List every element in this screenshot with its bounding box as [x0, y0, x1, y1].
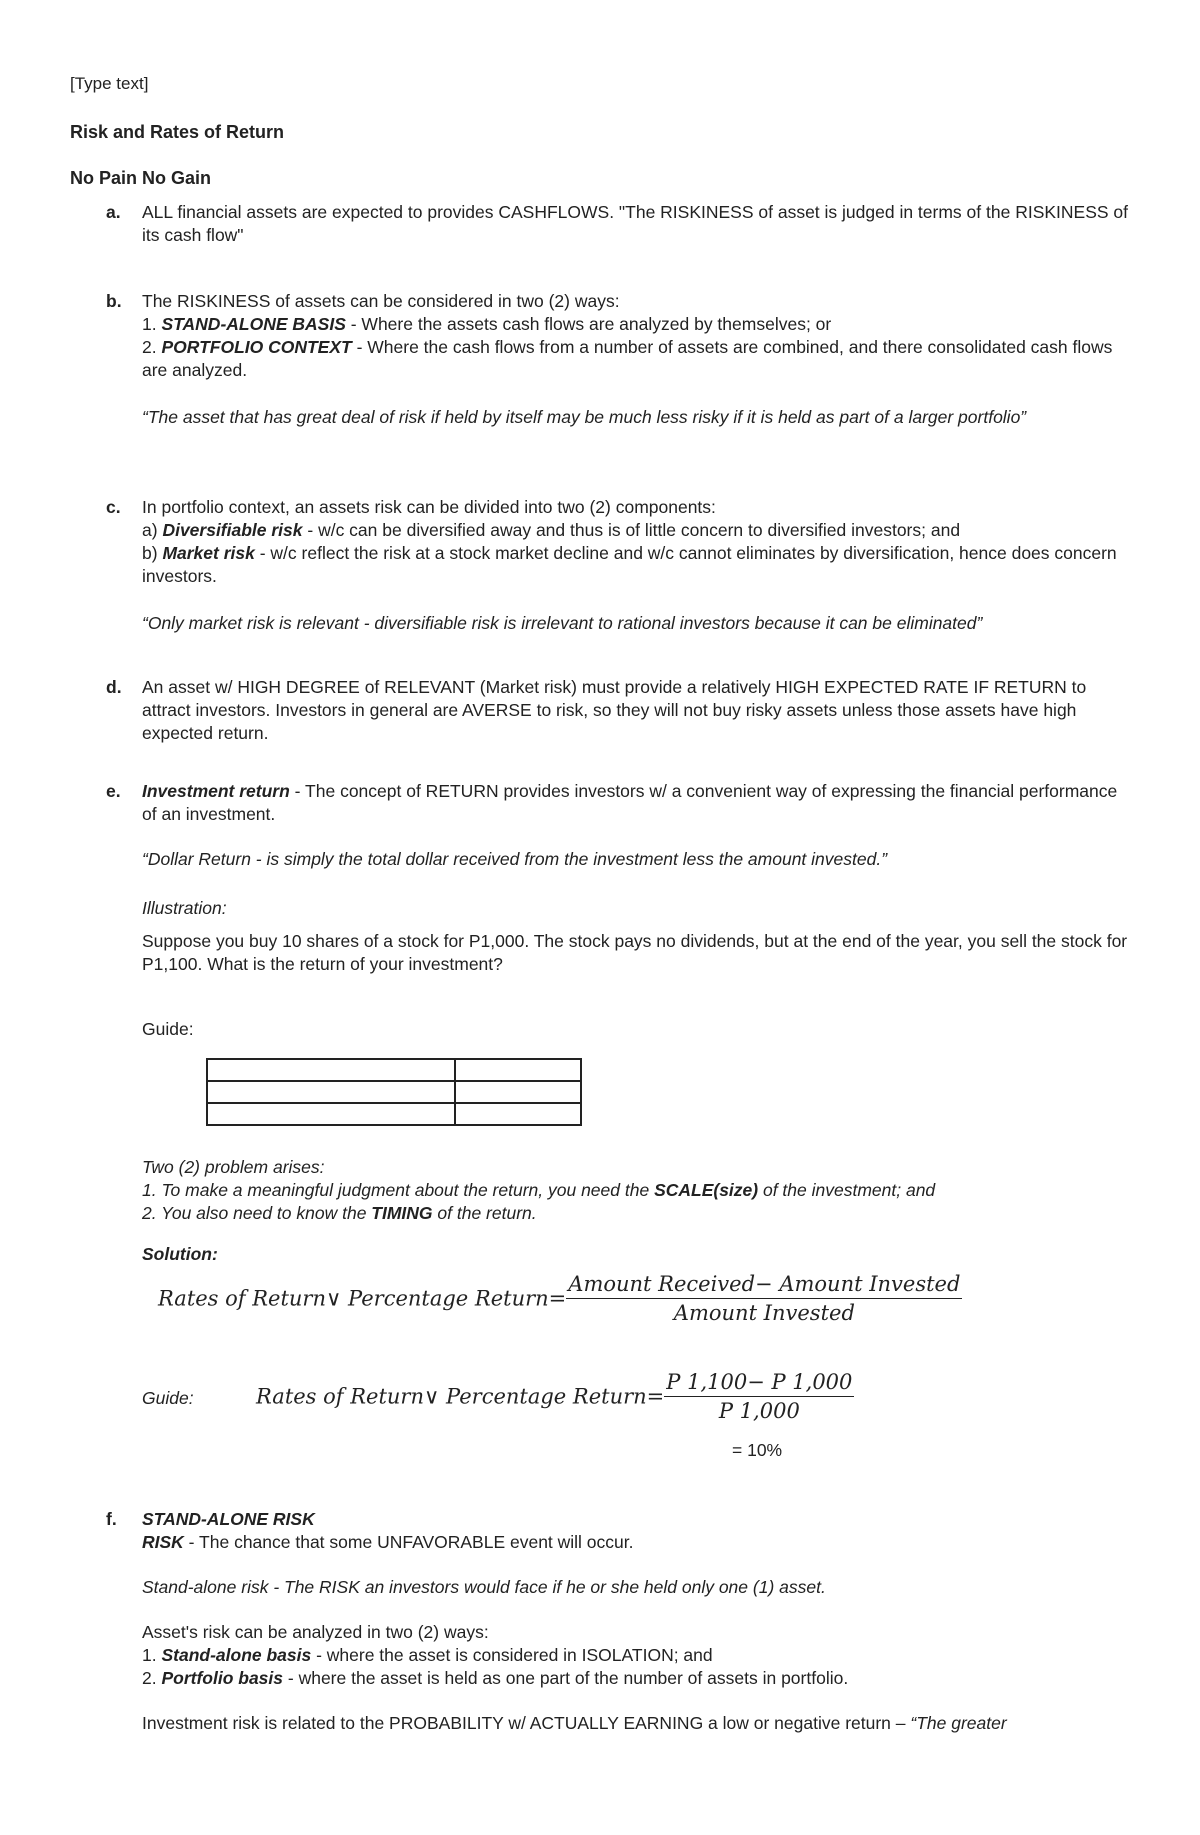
- guide-table: [206, 1058, 582, 1126]
- item-letter: a.: [106, 202, 121, 222]
- item-line-2: b) Market risk - w/c reflect the risk at a stock market decline and w/c cannot eliminates by diversification, hence does concern investors.: [142, 543, 1117, 586]
- header-text: [Type text]: [70, 74, 149, 93]
- item-line-1: 1. STAND-ALONE BASIS - Where the assets cash flows are analyzed by themselves; or: [142, 314, 832, 334]
- item-line-1: a) Diversifiable risk - w/c can be diversified away and thus is of little concern to diversified investors; and: [142, 520, 961, 540]
- item-letter: d.: [106, 677, 122, 697]
- item-letter: c.: [106, 497, 121, 517]
- item-text: An asset w/ HIGH DEGREE of RELEVANT (Market risk) must provide a relatively HIGH EXPECTED RATE IF RETURN to attract investors. Investors in general are AVERSE to risk, so they will not buy risky assets unless those assets have high expected return.: [142, 677, 1087, 743]
- formula-denominator: Amount Invested: [673, 1301, 855, 1325]
- table-row: [207, 1103, 581, 1125]
- table-cell: [207, 1103, 455, 1125]
- problem-line-2: 2. You also need to know the TIMING of the return.: [142, 1203, 537, 1223]
- item-quote: “The asset that has great deal of risk if held by itself may be much less risky if it is held as part of a larger portfolio”: [142, 407, 1027, 427]
- formula-numerator: Amount Received− Amount Invested: [566, 1272, 962, 1299]
- item-text: ALL financial assets are expected to provides CASHFLOWS. "The RISKINESS of asset is judged in terms of the RISKINESS of its cash flow": [142, 202, 1129, 245]
- formula-fraction: [664, 1370, 854, 1423]
- item-intro: In portfolio context, an assets risk can be divided into two (2) components:: [142, 497, 716, 517]
- item-intro: The RISKINESS of assets can be considered in two (2) ways:: [142, 291, 620, 311]
- problem-line-1: 1. To make a meaningful judgment about the return, you need the SCALE(size) of the investment; and: [142, 1180, 936, 1200]
- table-cell: [455, 1103, 581, 1125]
- stand-alone-definition: Stand-alone risk - The RISK an investors would face if he or she held only one (1) asset.: [142, 1577, 826, 1597]
- table-cell: [207, 1081, 455, 1103]
- formula-numerator: P 1,100− P 1,000: [664, 1370, 854, 1397]
- item-letter: f.: [106, 1509, 117, 1529]
- table-cell: [455, 1081, 581, 1103]
- formula-rate-of-return: [158, 1272, 962, 1325]
- item-line-1: 1. Stand-alone basis - where the asset is considered in ISOLATION; and: [142, 1645, 713, 1665]
- item-heading: STAND-ALONE RISK: [142, 1509, 315, 1529]
- guide-label-2: Guide:: [142, 1388, 194, 1408]
- illustration-label: Illustration:: [142, 898, 227, 918]
- solution-label: Solution:: [142, 1244, 218, 1264]
- document-title: Risk and Rates of Return: [70, 122, 285, 142]
- formula-rate-of-return-example: [256, 1370, 854, 1423]
- item-intro: Asset's risk can be analyzed in two (2) ways:: [142, 1622, 489, 1642]
- item-letter: e.: [106, 781, 121, 801]
- item-quote: “Only market risk is relevant - diversifiable risk is irrelevant to rational investors because it can be eliminated”: [142, 613, 983, 633]
- item-letter: b.: [106, 291, 122, 311]
- formula-result: = 10%: [732, 1440, 783, 1460]
- risk-definition: RISK - The chance that some UNFAVORABLE event will occur.: [142, 1532, 634, 1552]
- table-row: [207, 1059, 581, 1081]
- section-subtitle: No Pain No Gain: [70, 168, 212, 188]
- formula-lhs: Rates of Return∨ Percentage Return=: [158, 1286, 567, 1311]
- table-cell: [207, 1059, 455, 1081]
- guide-label: Guide:: [142, 1019, 194, 1039]
- item-quote: “Dollar Return - is simply the total dollar received from the investment less the amount invested.”: [142, 849, 888, 869]
- item-line-2: 2. Portfolio basis - where the asset is held as one part of the number of assets in portfolio.: [142, 1668, 849, 1688]
- table-row: [207, 1081, 581, 1103]
- table-cell: [455, 1059, 581, 1081]
- item-line-2: 2. PORTFOLIO CONTEXT - Where the cash flows from a number of assets are combined, and there consolidated cash flows are analyzed.: [142, 337, 1113, 380]
- investment-risk-text: Investment risk is related to the PROBABILITY w/ ACTUALLY EARNING a low or negative return – “The greater: [142, 1713, 1007, 1733]
- illustration-text: Suppose you buy 10 shares of a stock for P1,000. The stock pays no dividends, but at the end of the year, you sell the stock for P1,100. What is the return of your investment?: [142, 931, 1128, 974]
- formula-fraction: [566, 1272, 962, 1325]
- problem-intro: Two (2) problem arises:: [142, 1157, 325, 1177]
- formula-lhs: Rates of Return∨ Percentage Return=: [256, 1384, 665, 1409]
- formula-denominator: P 1,000: [718, 1399, 800, 1423]
- item-text: Investment return - The concept of RETURN provides investors w/ a convenient way of expressing the financial performance of an investment.: [142, 781, 1118, 824]
